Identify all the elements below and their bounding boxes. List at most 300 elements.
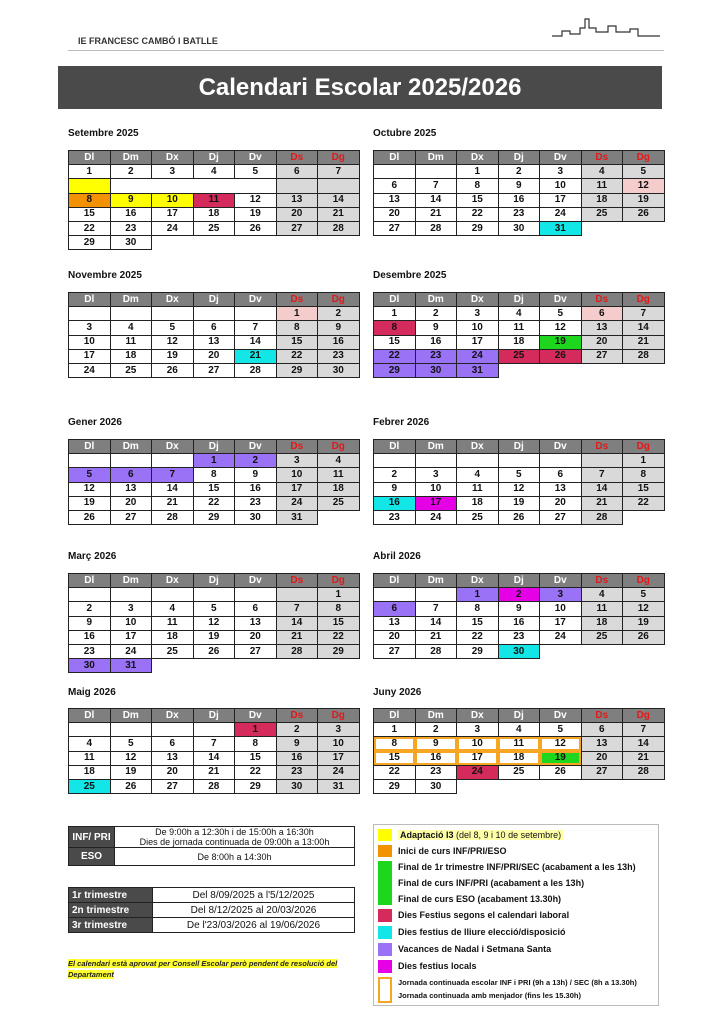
day-cell: 25: [69, 779, 111, 793]
day-cell: 18: [498, 335, 540, 349]
day-cell: 20: [193, 349, 235, 363]
blank-day-cell: [110, 723, 152, 737]
day-cell: 21: [193, 765, 235, 779]
weekday-header: Dg: [623, 151, 665, 165]
day-cell: 27: [374, 221, 416, 235]
month-table: [68, 573, 360, 673]
week-row: [69, 659, 360, 673]
day-cell: 19: [540, 335, 582, 349]
day-cell: 9: [69, 616, 111, 630]
day-cell: 30: [415, 363, 457, 377]
day-cell: 11: [498, 737, 540, 751]
weekday-header: Dv: [540, 151, 582, 165]
day-cell: 25: [193, 221, 235, 235]
blank-day-cell: [152, 307, 194, 321]
day-cell: 1: [193, 454, 235, 468]
week-row: [69, 616, 360, 630]
day-cell: 7: [623, 307, 665, 321]
day-cell: 9: [415, 321, 457, 335]
legend-adaptacio-label: [398, 830, 563, 840]
day-cell: 3: [318, 723, 360, 737]
day-cell: 25: [457, 510, 499, 524]
week-row: [69, 349, 360, 363]
week-row: [374, 482, 665, 496]
day-cell: 19: [110, 765, 152, 779]
weekday-header: Dj: [193, 293, 235, 307]
day-cell: 29: [374, 363, 416, 377]
weekday-header: Dx: [152, 709, 194, 723]
empty-cell: [110, 179, 152, 193]
week-row: [374, 779, 665, 793]
legend-locals-text: Dies festius locals: [398, 961, 477, 971]
day-cell: 23: [415, 349, 457, 363]
day-cell: 4: [193, 165, 235, 179]
blank-day-cell: [69, 179, 111, 193]
day-cell: 31: [318, 779, 360, 793]
day-cell: 11: [193, 193, 235, 207]
weekday-header: Dl: [69, 293, 111, 307]
day-cell: 30: [110, 236, 152, 250]
day-cell: 24: [152, 221, 194, 235]
day-cell: 18: [110, 349, 152, 363]
weekday-header: Dx: [457, 709, 499, 723]
week-row: [69, 723, 360, 737]
day-cell: 10: [415, 482, 457, 496]
weekday-header: Ds: [581, 151, 623, 165]
weekday-header: Dx: [457, 293, 499, 307]
day-cell: 4: [498, 723, 540, 737]
day-cell: 5: [540, 307, 582, 321]
month-table: [373, 292, 665, 378]
day-cell: 13: [235, 616, 277, 630]
day-cell: 13: [276, 193, 318, 207]
day-cell: 24: [457, 765, 499, 779]
day-cell: 15: [193, 482, 235, 496]
day-cell: 28: [623, 349, 665, 363]
day-cell: 5: [69, 468, 111, 482]
day-cell: 18: [581, 193, 623, 207]
day-cell: 14: [415, 616, 457, 630]
week-row: [374, 630, 665, 644]
legend-adaptacio-text: Adaptació I3: [400, 830, 454, 840]
day-cell: 18: [457, 496, 499, 510]
month-table: [68, 708, 360, 794]
blank-day-cell: [69, 454, 111, 468]
legend-swatch-green: [378, 861, 392, 905]
week-row: [69, 751, 360, 765]
weekday-header: Dv: [235, 574, 277, 588]
day-cell: 1: [457, 165, 499, 179]
week-row: [374, 321, 665, 335]
month-title: Febrer 2026: [373, 417, 430, 428]
day-cell: 8: [318, 602, 360, 616]
day-cell: 13: [540, 482, 582, 496]
day-cell: 18: [193, 207, 235, 221]
weekday-header: Dm: [110, 709, 152, 723]
day-cell: 22: [457, 207, 499, 221]
day-cell: 20: [374, 207, 416, 221]
weekday-header: Dj: [498, 574, 540, 588]
blank-day-cell: [235, 588, 277, 602]
weekday-header: Dl: [374, 440, 416, 454]
day-cell: 28: [152, 510, 194, 524]
day-cell: 27: [235, 644, 277, 658]
blank-day-cell: [110, 307, 152, 321]
day-cell: 2: [110, 165, 152, 179]
day-cell: 3: [276, 454, 318, 468]
weekday-header: Dj: [498, 709, 540, 723]
blank-day-cell: [415, 165, 457, 179]
day-cell: 3: [69, 321, 111, 335]
week-row: [374, 588, 665, 602]
day-cell: 16: [415, 751, 457, 765]
day-cell: 18: [581, 616, 623, 630]
day-cell: 10: [110, 616, 152, 630]
term-dates-1: Del 8/09/2025 a l'5/12/2025: [153, 888, 355, 903]
week-row-extra: [69, 179, 360, 193]
month-table: [373, 708, 665, 794]
weekday-header: Dv: [235, 151, 277, 165]
day-cell: 1: [374, 723, 416, 737]
day-cell: 27: [540, 510, 582, 524]
month-title: Gener 2026: [68, 417, 122, 428]
week-row: [69, 510, 360, 524]
day-cell: 14: [235, 335, 277, 349]
day-cell: 13: [374, 193, 416, 207]
day-cell: 19: [69, 496, 111, 510]
day-cell: 28: [623, 765, 665, 779]
day-cell: 18: [498, 751, 540, 765]
week-row: [374, 179, 665, 193]
day-cell: 22: [374, 349, 416, 363]
day-cell: 12: [623, 602, 665, 616]
day-cell: 9: [235, 468, 277, 482]
day-cell: 13: [374, 616, 416, 630]
header-divider: [68, 50, 664, 51]
day-cell: 15: [374, 751, 416, 765]
week-row: [69, 482, 360, 496]
day-cell: 8: [374, 737, 416, 751]
day-cell: 25: [152, 644, 194, 658]
day-cell: 7: [235, 321, 277, 335]
approval-note: [68, 958, 358, 980]
day-cell: 3: [415, 468, 457, 482]
day-cell: 28: [318, 221, 360, 235]
day-cell: 21: [235, 349, 277, 363]
day-cell: 19: [623, 193, 665, 207]
day-cell: 1: [374, 307, 416, 321]
legend-festius-text: Dies Festius segons el calendari laboral: [398, 910, 570, 920]
empty-cell: [318, 510, 360, 524]
day-cell: 10: [276, 468, 318, 482]
day-cell: 1: [69, 165, 111, 179]
blank-day-cell: [276, 588, 318, 602]
legend-locals: [374, 958, 658, 975]
day-cell: 8: [374, 321, 416, 335]
day-cell: 14: [276, 616, 318, 630]
hours-eso: De 8:00h a 14:30h: [115, 848, 355, 866]
empty-cell: [540, 779, 582, 793]
day-cell: 31: [540, 221, 582, 235]
day-cell: 21: [318, 207, 360, 221]
month-title: Setembre 2025: [68, 128, 139, 139]
day-cell: 29: [235, 779, 277, 793]
day-cell: 4: [498, 307, 540, 321]
weekday-header: Dg: [623, 440, 665, 454]
day-cell: 6: [374, 602, 416, 616]
legend-lliure-text: Dies festius de lliure elecció/disposició: [398, 927, 566, 937]
day-cell: 23: [69, 644, 111, 658]
day-cell: 14: [415, 193, 457, 207]
blank-day-cell: [110, 588, 152, 602]
empty-cell: [623, 644, 665, 658]
week-row: [374, 207, 665, 221]
day-cell: 5: [498, 468, 540, 482]
day-cell: 16: [69, 630, 111, 644]
legend-jornada1-text: Jornada continuada escolar INF i PRI (9h a 13h) / SEC (8h a 13.30h): [398, 978, 637, 987]
weekday-header: Ds: [581, 440, 623, 454]
day-cell: 12: [235, 193, 277, 207]
week-row: [69, 468, 360, 482]
weekday-header: Dl: [374, 574, 416, 588]
day-cell: 6: [374, 179, 416, 193]
week-row: [374, 221, 665, 235]
weekday-header: Dm: [415, 440, 457, 454]
day-cell: 14: [623, 321, 665, 335]
day-cell: 20: [540, 496, 582, 510]
day-cell: 19: [540, 751, 582, 765]
day-cell: 13: [581, 737, 623, 751]
weekday-header: Dm: [110, 574, 152, 588]
day-cell: 17: [415, 496, 457, 510]
weekday-header: Dv: [235, 440, 277, 454]
empty-cell: [623, 779, 665, 793]
day-cell: 9: [415, 737, 457, 751]
empty-cell: [235, 236, 277, 250]
week-row: [374, 737, 665, 751]
blank-day-cell: [581, 454, 623, 468]
week-row: [69, 363, 360, 377]
day-cell: 29: [69, 236, 111, 250]
day-cell: 20: [276, 207, 318, 221]
day-cell: 27: [110, 510, 152, 524]
empty-cell: [318, 236, 360, 250]
day-cell: 20: [581, 335, 623, 349]
weekday-header: Dg: [318, 574, 360, 588]
day-cell: 1: [318, 588, 360, 602]
blank-day-cell: [152, 588, 194, 602]
day-cell: 25: [110, 363, 152, 377]
month-title: Novembre 2025: [68, 270, 142, 281]
weekday-header: Dg: [318, 151, 360, 165]
day-cell: 4: [69, 737, 111, 751]
weekday-header: Dm: [415, 151, 457, 165]
weekday-header: Dj: [498, 151, 540, 165]
day-cell: 23: [415, 765, 457, 779]
day-cell: 3: [457, 307, 499, 321]
week-row: [69, 165, 360, 179]
day-cell: 16: [276, 751, 318, 765]
day-cell: 18: [318, 482, 360, 496]
day-cell: 2: [374, 468, 416, 482]
month-title: Desembre 2025: [373, 270, 447, 281]
empty-cell: [623, 363, 665, 377]
day-cell: 6: [581, 723, 623, 737]
hours-inf-pri-line2: Dies de jornada continuada de 09:00h a 13:00h: [139, 837, 330, 847]
day-cell: 15: [69, 207, 111, 221]
day-cell: 12: [540, 737, 582, 751]
day-cell: 5: [193, 602, 235, 616]
day-cell: 24: [457, 349, 499, 363]
week-row: [69, 602, 360, 616]
empty-cell: [193, 659, 235, 673]
day-cell: 3: [540, 588, 582, 602]
weekday-header: Dg: [318, 440, 360, 454]
day-cell: 13: [581, 321, 623, 335]
day-cell: 13: [152, 751, 194, 765]
day-cell: 2: [415, 723, 457, 737]
weekday-header: Dj: [193, 440, 235, 454]
day-cell: 16: [498, 616, 540, 630]
hours-inf-pri-line1: De 9:00h a 12:30h i de 15:00h a 16:30h: [155, 827, 314, 837]
weekday-header: Dx: [152, 574, 194, 588]
day-cell: 10: [540, 602, 582, 616]
day-cell: 5: [623, 165, 665, 179]
day-cell: 30: [498, 644, 540, 658]
day-cell: 8: [623, 468, 665, 482]
legend-final: [374, 859, 658, 907]
empty-cell: [235, 179, 277, 193]
blank-day-cell: [276, 179, 318, 193]
legend-festius: [374, 907, 658, 924]
weekday-header: Dj: [193, 709, 235, 723]
day-cell: 21: [152, 496, 194, 510]
day-cell: 21: [276, 630, 318, 644]
weekday-header: Ds: [276, 709, 318, 723]
week-row: [374, 468, 665, 482]
week-row: [374, 496, 665, 510]
day-cell: 4: [110, 321, 152, 335]
day-cell: 17: [457, 751, 499, 765]
day-cell: 11: [152, 616, 194, 630]
weekday-header: Dl: [69, 440, 111, 454]
blank-day-cell: [374, 588, 416, 602]
day-cell: 26: [623, 207, 665, 221]
day-cell: 19: [152, 349, 194, 363]
day-cell: 27: [152, 779, 194, 793]
day-cell: 22: [69, 221, 111, 235]
day-cell: 6: [152, 737, 194, 751]
term-label-1: 1r trimestre: [69, 888, 153, 903]
day-cell: 21: [415, 630, 457, 644]
day-cell: 2: [318, 307, 360, 321]
city-skyline-logo: [552, 14, 660, 40]
weekday-header: Dg: [623, 293, 665, 307]
weekday-header: Dl: [69, 151, 111, 165]
weekday-header: Ds: [276, 293, 318, 307]
empty-cell: [498, 779, 540, 793]
day-cell: 16: [415, 335, 457, 349]
day-cell: 31: [457, 363, 499, 377]
day-cell: 16: [235, 482, 277, 496]
day-cell: 8: [69, 193, 111, 207]
legend-adaptacio-detail: (del 8, 9 i 10 de setembre): [456, 830, 562, 840]
week-row: [69, 765, 360, 779]
day-cell: 7: [581, 468, 623, 482]
day-cell: 16: [110, 207, 152, 221]
day-cell: 16: [318, 335, 360, 349]
empty-cell: [581, 644, 623, 658]
empty-cell: [276, 659, 318, 673]
day-cell: 2: [69, 602, 111, 616]
day-cell: 22: [318, 630, 360, 644]
day-cell: 25: [498, 349, 540, 363]
day-cell: 3: [152, 165, 194, 179]
weekday-header: Dx: [152, 440, 194, 454]
legend: [373, 824, 659, 1006]
day-cell: 6: [110, 468, 152, 482]
legend-vacances: [374, 941, 658, 958]
day-cell: 22: [623, 496, 665, 510]
month-table: [68, 439, 360, 525]
day-cell: 23: [498, 630, 540, 644]
day-cell: 10: [457, 321, 499, 335]
day-cell: 5: [623, 588, 665, 602]
week-row: [374, 723, 665, 737]
day-cell: 28: [235, 363, 277, 377]
day-cell: 25: [581, 630, 623, 644]
weekday-header: Dx: [457, 151, 499, 165]
legend-swatch-yellow: [378, 829, 392, 841]
day-cell: 15: [235, 751, 277, 765]
day-cell: 21: [581, 496, 623, 510]
day-cell: 18: [152, 630, 194, 644]
day-cell: 4: [457, 468, 499, 482]
legend-jornada2-text: Jornada continuada amb menjador (fins les 15.30h): [398, 991, 581, 1000]
weekday-header: Dl: [374, 151, 416, 165]
hours-label-eso: ESO: [69, 848, 115, 866]
weekday-header: Dl: [69, 709, 111, 723]
day-cell: 4: [152, 602, 194, 616]
day-cell: 11: [581, 179, 623, 193]
day-cell: 2: [235, 454, 277, 468]
empty-cell: [540, 363, 582, 377]
weekday-header: Dv: [235, 709, 277, 723]
day-cell: 26: [498, 510, 540, 524]
blank-day-cell: [457, 454, 499, 468]
day-cell: 7: [193, 737, 235, 751]
day-cell: 19: [623, 616, 665, 630]
day-cell: 17: [110, 630, 152, 644]
day-cell: 17: [318, 751, 360, 765]
blank-day-cell: [69, 307, 111, 321]
blank-day-cell: [318, 179, 360, 193]
weekday-header: Dv: [540, 440, 582, 454]
empty-cell: [152, 659, 194, 673]
day-cell: 29: [318, 644, 360, 658]
day-cell: 2: [415, 307, 457, 321]
weekday-header: Dm: [415, 709, 457, 723]
day-cell: 5: [110, 737, 152, 751]
day-cell: 8: [235, 737, 277, 751]
day-cell: 17: [457, 335, 499, 349]
day-cell: 27: [374, 644, 416, 658]
day-cell: 17: [69, 349, 111, 363]
legend-final1-text: Final de 1r trimestre INF/PRI/SEC (acabament a les 13h): [398, 862, 636, 872]
empty-cell: [276, 236, 318, 250]
weekday-header: Ds: [581, 293, 623, 307]
day-cell: 23: [318, 349, 360, 363]
